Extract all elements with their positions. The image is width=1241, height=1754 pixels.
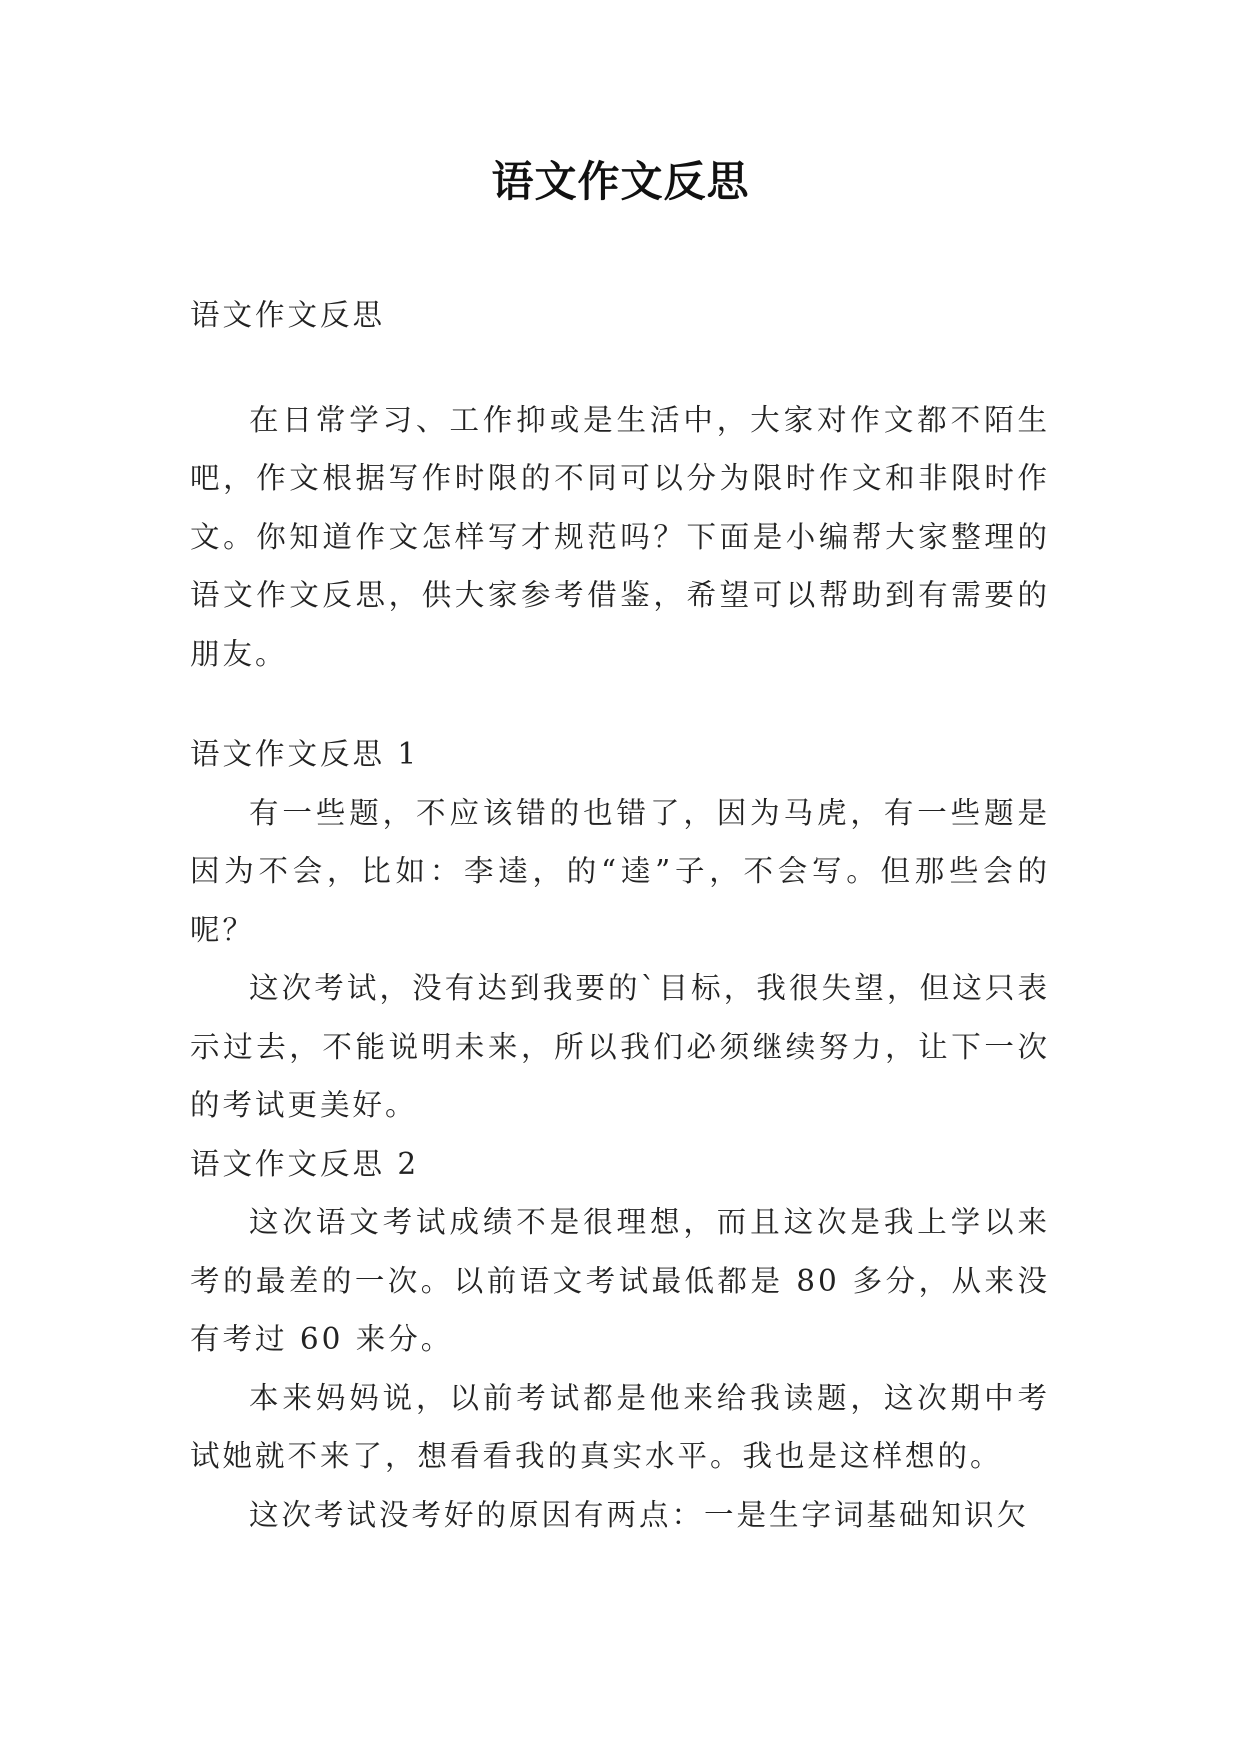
section-1-paragraph-1: 有一些题，不应该错的也错了，因为马虎，有一些题是因为不会，比如：李逵，的“逵”子，不会写。但那些会的呢？ bbox=[190, 795, 1050, 947]
section-2-paragraph-2: 本来妈妈说，以前考试都是他来给我读题，这次期中考试她就不来了，想看看我的真实水平。我也是这样想的。 bbox=[190, 1380, 1050, 1473]
section-2-paragraph-3: 这次考试没考好的原因有两点：一是生字词基础知识欠 bbox=[249, 1497, 1030, 1532]
section-1-paragraph-2: 这次考试，没有达到我要的`目标，我很失望，但这只表示过去，不能说明未来，所以我们必须继续努力，让下一次的考试更美好。 bbox=[190, 971, 1050, 1122]
subtitle: 语文作文反思 bbox=[190, 298, 386, 332]
intro-paragraph: 在日常学习、工作抑或是生活中，大家对作文都不陌生吧，作文根据写作时限的不同可以分为限时作文和非限时作文。你知道作文怎样写才规范吗？下面是小编帮大家整理的语文作文反思，供大家参考借鉴，希望可以帮助到有需要的朋友。 bbox=[190, 402, 1050, 671]
section-heading-2: 语文作文反思 2 bbox=[190, 1146, 420, 1181]
spacer bbox=[190, 345, 1050, 391]
document-body bbox=[190, 286, 1050, 1544]
document-title: 语文作文反思 bbox=[491, 157, 750, 206]
spacer bbox=[190, 683, 1050, 725]
section-heading-1: 语文作文反思 1 bbox=[190, 737, 420, 771]
section-2-paragraph-1: 这次语文考试成绩不是很理想，而且这次是我上学以来考的最差的一次。以前语文考试最低都是 80 多分，从来没有考过 60 来分。 bbox=[190, 1205, 1050, 1356]
